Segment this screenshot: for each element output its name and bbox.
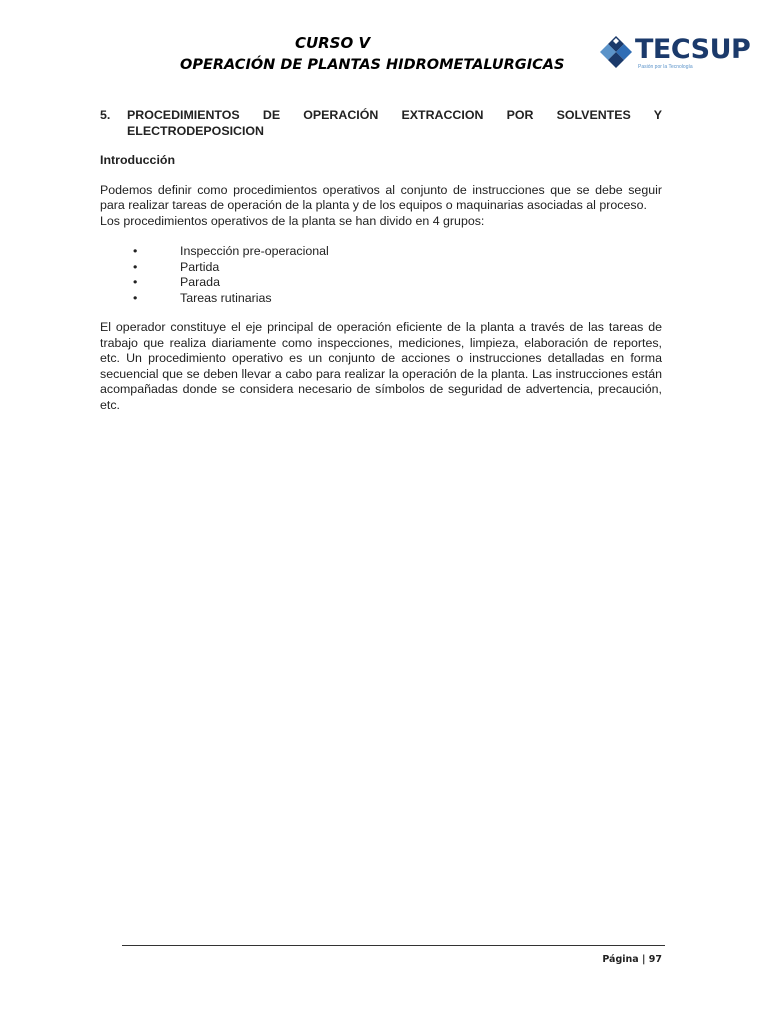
definition-paragraph: Podemos definir como procedimientos operativos al conjunto de instrucciones que se debe seguir para realizar tareas de operación de la planta y de los equipos o maquinarias asociadas al proceso.	[100, 182, 662, 212]
footer-divider	[122, 945, 665, 946]
tecsup-logo	[598, 32, 751, 74]
operator-paragraph: El operador constituye el eje principal de operación eficiente de la planta a través de las tareas de trabajo que realiza diariamente como inspecciones, mediciones, limpieza, elaboración de reportes, etc. Un procedimiento operativo es un conjunto de acciones o instrucciones detalladas en forma secuencial que se deben llevar a cabo para realizar la operación de la planta. Las instrucciones están acompañadas donde se considera necesario de símbolos de seguridad de advertencia, precaución, etc.	[100, 320, 662, 412]
list-item-text: Inspección pre-operacional	[180, 244, 329, 258]
course-title: OPERACIÓN DE PLANTAS HIDROMETALURGICAS	[180, 57, 565, 73]
list-item	[100, 275, 662, 291]
bullet-icon: •	[133, 259, 138, 274]
list-item	[100, 291, 662, 307]
page-number: Página | 97	[602, 954, 662, 965]
section-number: 5.	[100, 108, 111, 122]
section-title: PROCEDIMIENTOS DE OPERACIÓN EXTRACCION POR SOLVENTES Y ELECTRODEPOSICION	[127, 108, 662, 138]
groups-intro-paragraph: Los procedimientos operativos de la planta se han divido en 4 grupos:	[100, 213, 485, 228]
list-item-text: Partida	[180, 259, 220, 274]
introduction-heading: Introducción	[100, 153, 176, 167]
procedure-groups-list	[100, 244, 662, 306]
list-item-text: Parada	[180, 275, 220, 289]
logo-wordmark: TECSUP	[635, 34, 751, 65]
bullet-icon: •	[133, 244, 138, 258]
course-name: CURSO V	[294, 34, 371, 52]
bullet-icon: •	[133, 290, 138, 305]
list-item	[100, 244, 662, 260]
logo-tagline: Pasión por la Tecnología	[638, 64, 693, 70]
document-header-title	[180, 32, 565, 76]
list-item-text: Tareas rutinarias	[180, 290, 272, 305]
bullet-icon: •	[133, 275, 138, 289]
tecsup-logo-icon	[599, 35, 633, 69]
document-body	[100, 108, 662, 413]
list-item	[100, 260, 662, 276]
section-heading	[100, 108, 662, 139]
